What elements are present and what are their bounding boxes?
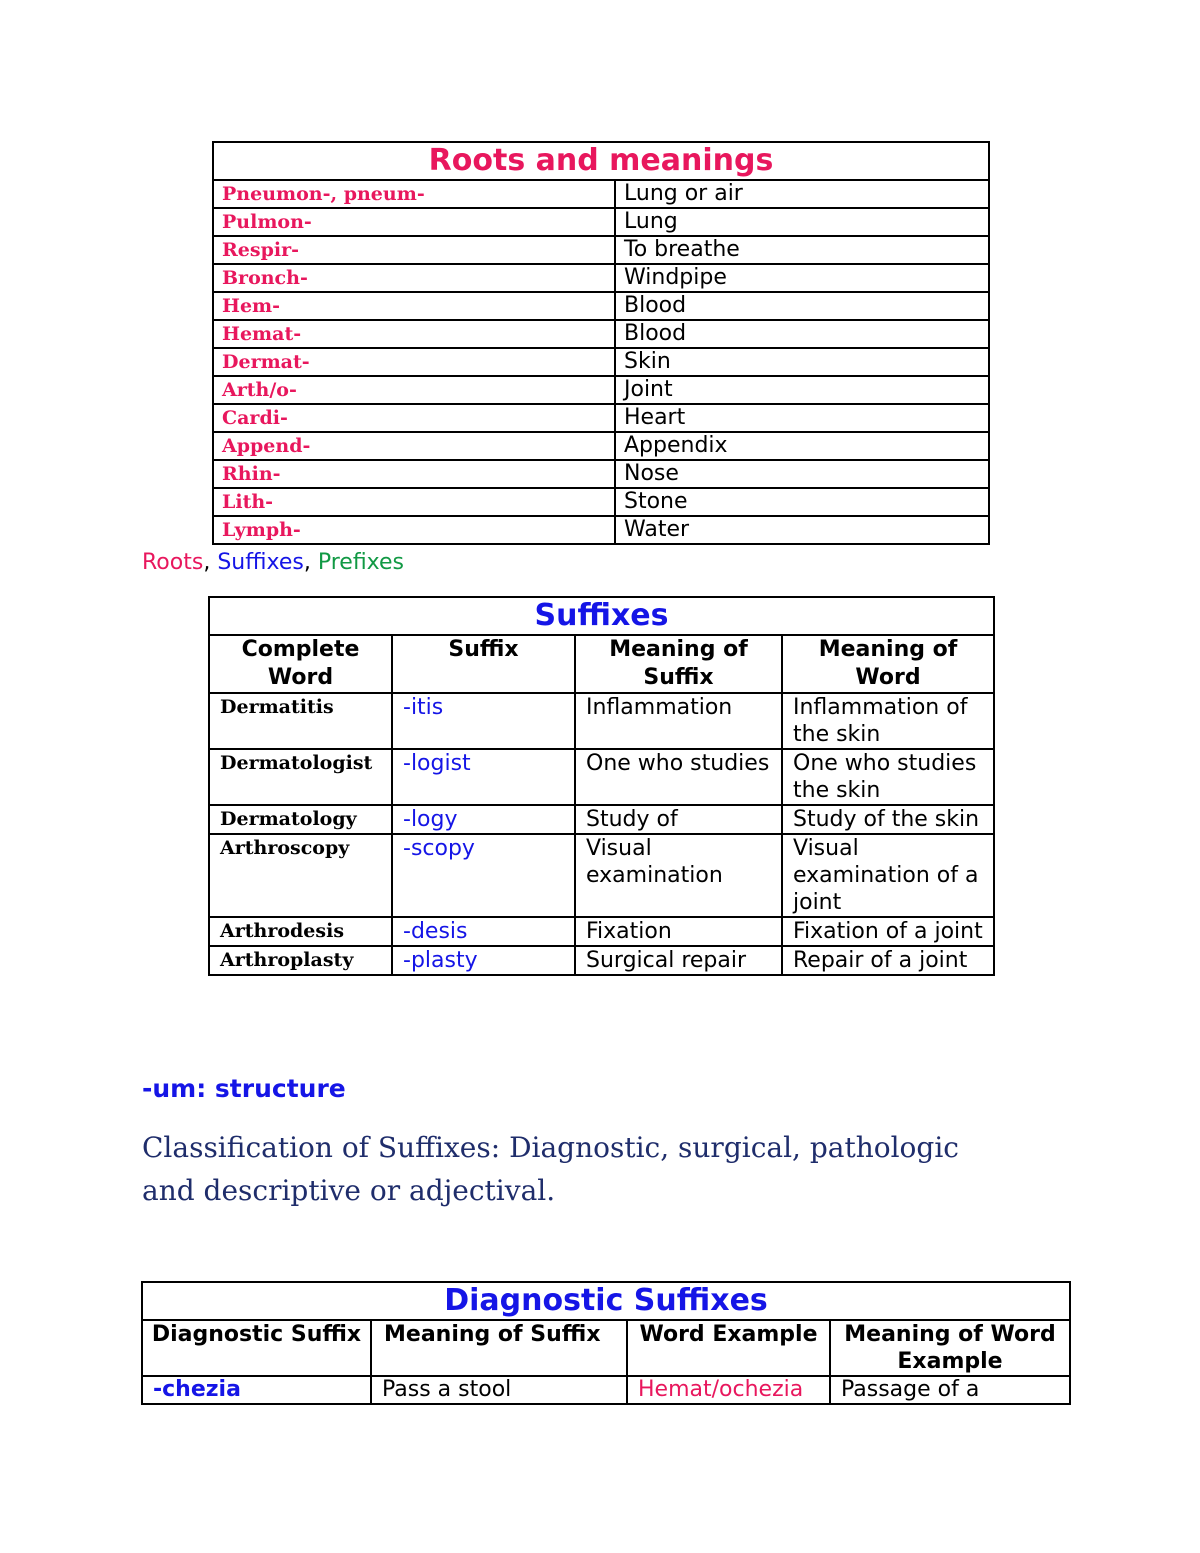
classification-paragraph: Classification of Suffixes: Diagnostic, surgical, pathologic and descriptive or adjectival. [142,1131,959,1207]
suffix-cell: -desis [392,917,575,946]
column-header: Diagnostic Suffix [142,1320,371,1376]
legend-suffixes: Suffixes [217,550,304,575]
word-cell: Arthroscopy [209,834,392,917]
word-meaning-cell: Fixation of a joint [782,917,994,946]
example-meaning-cell: Passage of a [830,1376,1070,1404]
meaning-cell: Lung or air [615,180,989,208]
example-suffix: ochezia [719,1377,804,1402]
root-cell: Rhin- [213,460,615,488]
table-row [209,834,994,917]
root-cell: Pulmon- [213,208,615,236]
table-row [213,404,989,432]
root-cell: Pneumon-, pneum- [213,180,615,208]
legend-roots: Roots [142,550,204,575]
root-cell: Cardi- [213,404,615,432]
table-row [213,180,989,208]
diagnostic-table-title: Diagnostic Suffixes [142,1282,1070,1320]
table-row [213,488,989,516]
column-header: Meaning of Word Example [830,1320,1070,1376]
suffix-cell: -logist [392,749,575,805]
meaning-cell: To breathe [615,236,989,264]
table-row [209,805,994,834]
word-meaning-cell: Repair of a joint [782,946,994,975]
root-cell: Arth/o- [213,376,615,404]
suffix-meaning-cell: One who studies [575,749,782,805]
suffix-meaning-cell: Fixation [575,917,782,946]
legend-separator: , [203,550,218,575]
legend-separator: , [303,550,318,575]
root-cell: Lith- [213,488,615,516]
meaning-cell: Nose [615,460,989,488]
meaning-cell: Joint [615,376,989,404]
meaning-cell: Water [615,516,989,544]
header-row [209,635,994,693]
table-row [213,460,989,488]
root-cell: Hemat- [213,320,615,348]
meaning-cell: Stone [615,488,989,516]
table-row [213,236,989,264]
word-cell: Arthroplasty [209,946,392,975]
suffix-meaning-cell: Surgical repair [575,946,782,975]
root-cell: Bronch- [213,264,615,292]
roots-table-title: Roots and meanings [213,142,989,180]
meaning-cell: Lung [615,208,989,236]
suffixes-table [208,596,995,976]
suffix-meaning-cell: Study of [575,805,782,834]
word-cell: Arthrodesis [209,917,392,946]
roots-table [212,141,990,545]
suffix-cell: -itis [392,693,575,749]
suffixes-table-title: Suffixes [209,597,994,635]
meaning-cell: Heart [615,404,989,432]
diagnostic-suffix-cell: -chezia [142,1376,371,1404]
table-row [209,693,994,749]
root-cell: Lymph- [213,516,615,544]
column-header: Word Example [627,1320,830,1376]
word-cell: Dermatology [209,805,392,834]
meaning-cell: Blood [615,292,989,320]
table-row [213,432,989,460]
meaning-cell: Windpipe [615,264,989,292]
color-legend [142,549,404,577]
word-meaning-cell: One who studies the skin [782,749,994,805]
diagnostic-suffixes-table [141,1281,1071,1405]
root-cell: Hem- [213,292,615,320]
column-header: Meaning of Word [782,635,994,693]
example-root: Hemat/ [638,1377,720,1402]
column-header: Suffix [392,635,575,693]
meaning-cell: Appendix [615,432,989,460]
table-row [209,917,994,946]
meaning-cell: Skin [615,348,989,376]
table-row [213,376,989,404]
word-meaning-cell: Visual examination of a joint [782,834,994,917]
table-row [213,320,989,348]
header-row [142,1320,1070,1376]
root-cell: Dermat- [213,348,615,376]
column-header: Complete Word [209,635,392,693]
suffix-meaning-cell: Visual examination [575,834,782,917]
table-row [213,208,989,236]
word-cell: Dermatologist [209,749,392,805]
table-row [213,264,989,292]
suffix-cell: -plasty [392,946,575,975]
root-cell: Append- [213,432,615,460]
root-cell: Respir- [213,236,615,264]
column-header: Meaning of Suffix [371,1320,627,1376]
table-row [213,348,989,376]
legend-prefixes: Prefixes [317,550,405,575]
word-meaning-cell: Inflammation of the skin [782,693,994,749]
table-row [142,1376,1070,1404]
table-row [213,292,989,320]
um-structure-heading: -um: structure [142,1074,346,1103]
word-cell: Dermatitis [209,693,392,749]
suffix-cell: -scopy [392,834,575,917]
column-header: Meaning of Suffix [575,635,782,693]
suffix-meaning-cell: Pass a stool [371,1376,627,1404]
table-row [209,946,994,975]
table-row [209,749,994,805]
word-example-cell [627,1376,830,1404]
suffix-cell: -logy [392,805,575,834]
meaning-cell: Blood [615,320,989,348]
suffix-meaning-cell: Inflammation [575,693,782,749]
table-row [213,516,989,544]
word-meaning-cell: Study of the skin [782,805,994,834]
